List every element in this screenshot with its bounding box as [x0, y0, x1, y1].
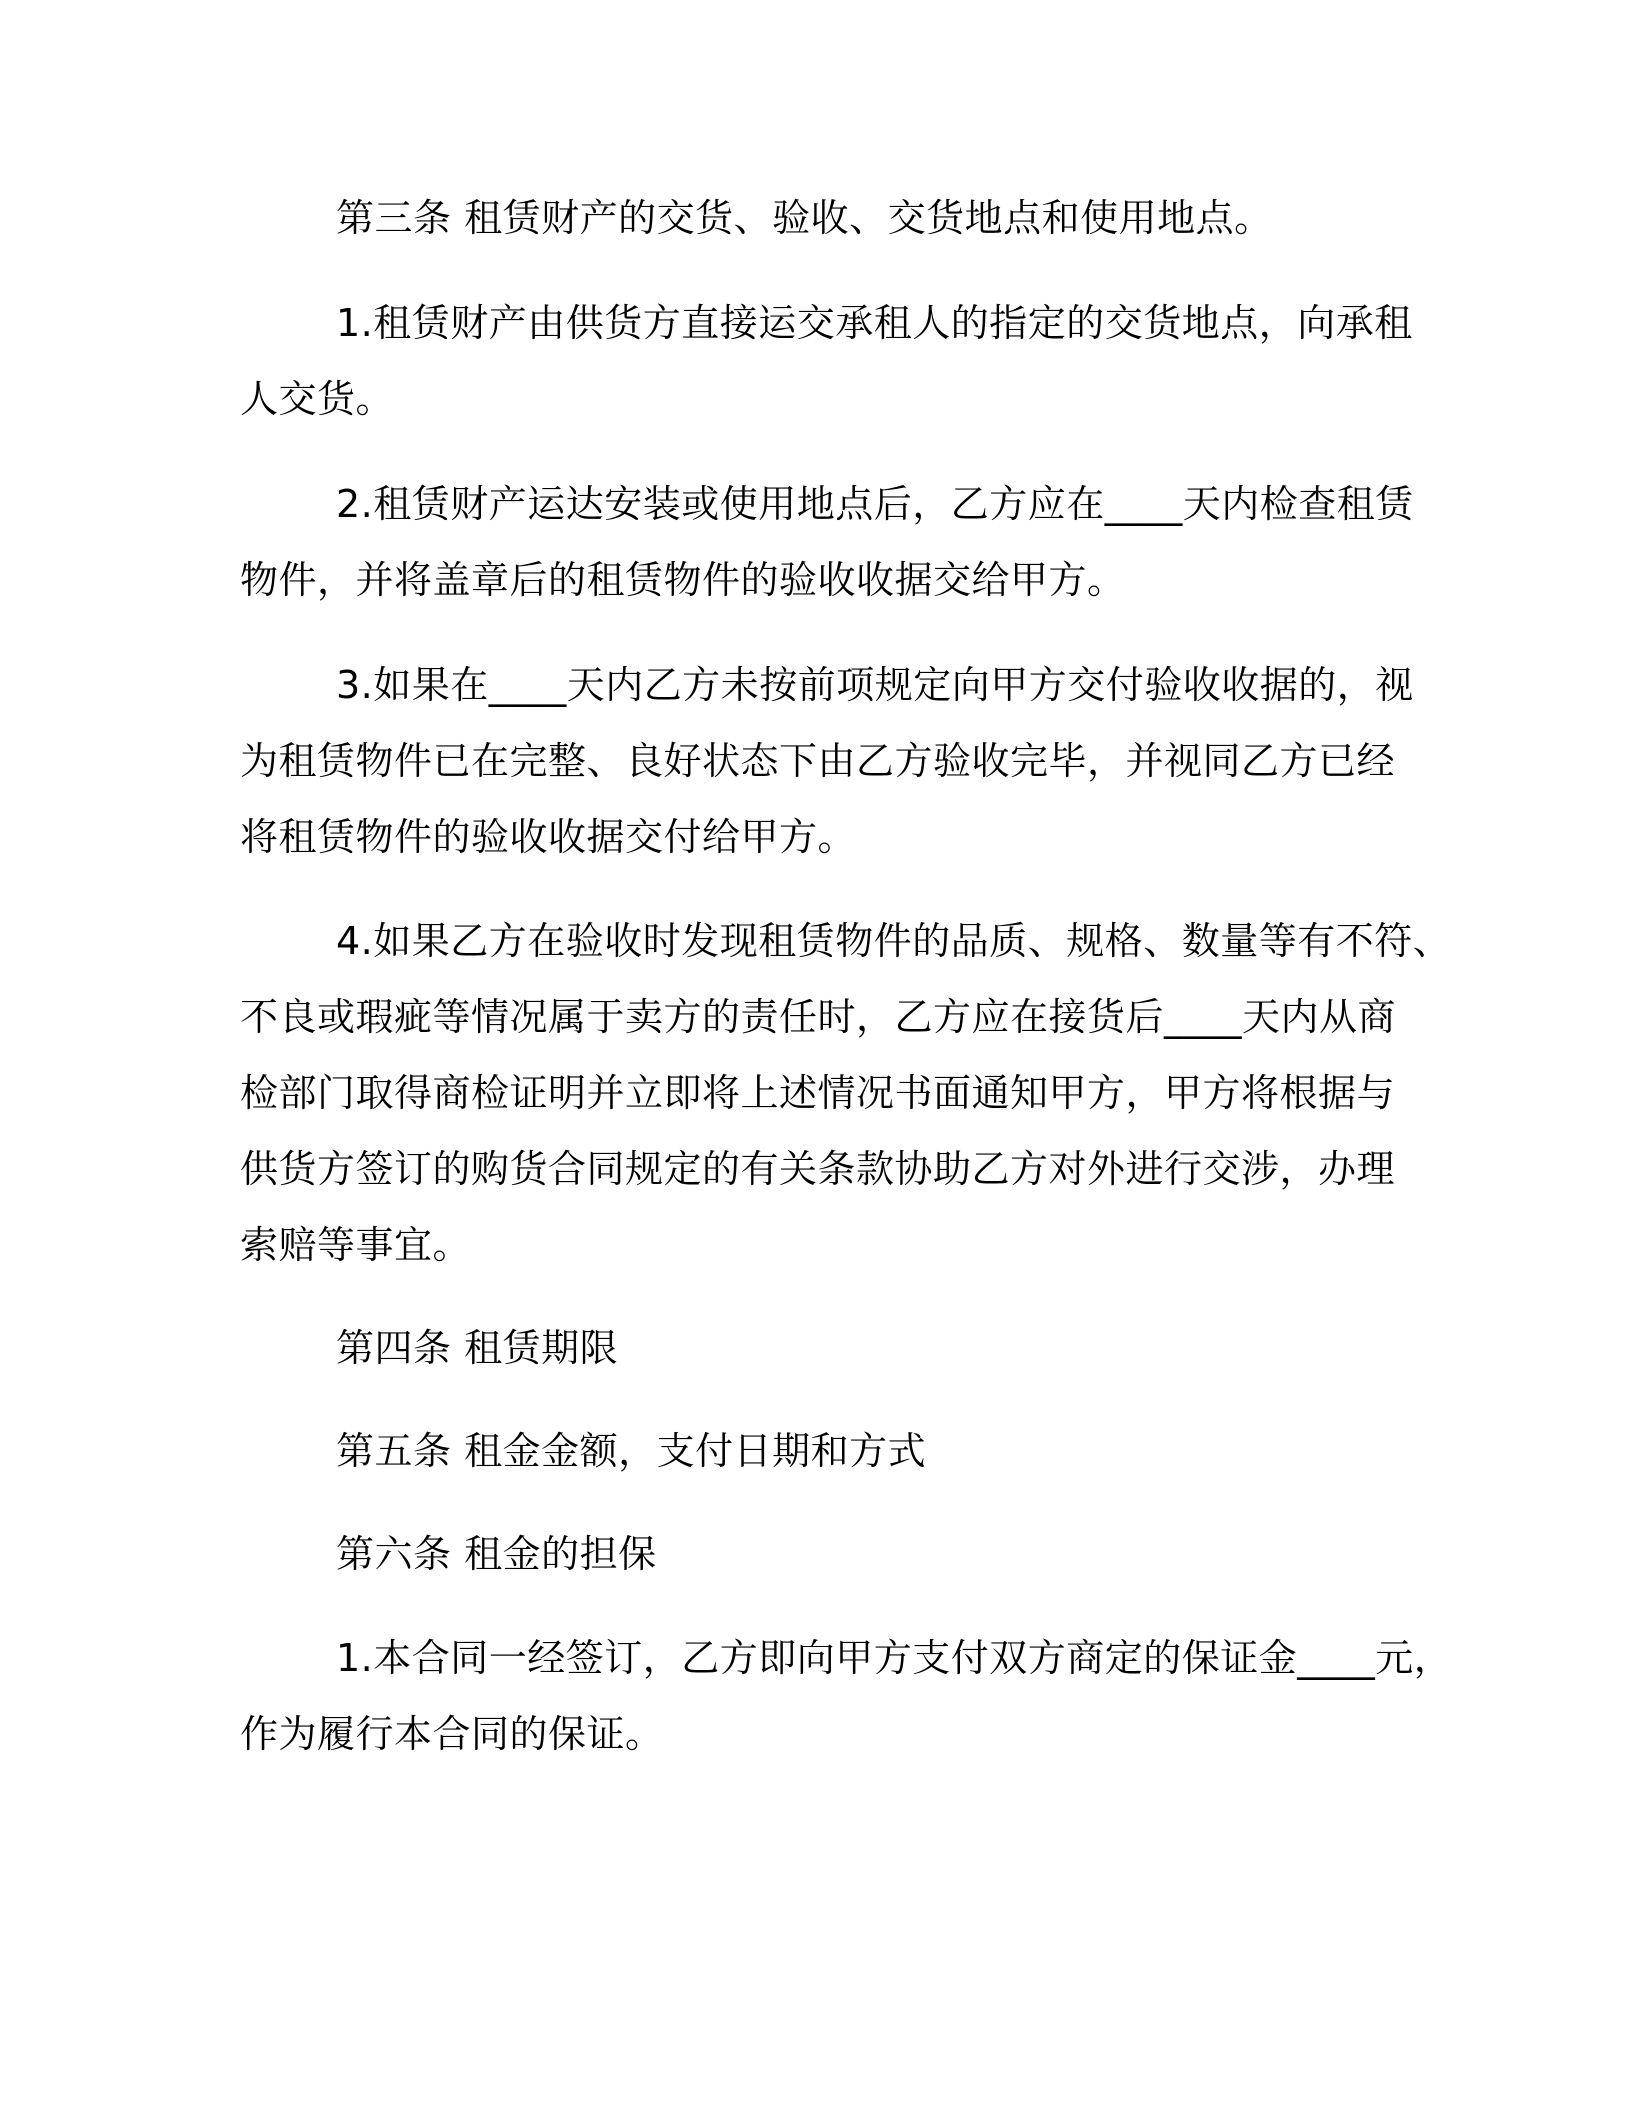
article6-item1 [240, 1620, 1452, 1772]
article3-item3-line2: 为租赁物件已在完整、良好状态下由乙方验收完毕，并视同乙方已经 [240, 739, 1396, 783]
article6-heading [240, 1516, 657, 1592]
article3-item4-line3: 检部门取得商检证明并立即将上述情况书面通知甲方，甲方将根据与 [240, 1071, 1396, 1115]
article5-heading [240, 1413, 926, 1489]
article3-item1-line1: 1.租赁财产由供货方直接运交承租人的指定的交货地点，向承租 [336, 301, 1413, 345]
article3-item4-line1: 4.如果乙方在验收时发现租赁物件的品质、规格、数量等有不符、 [336, 919, 1452, 963]
article3-heading [240, 180, 1273, 256]
article3-item4 [240, 903, 1451, 1283]
article3-item4-line5: 索赔等事宜。 [240, 1223, 472, 1267]
article3-item2-line2: 物件，并将盖章后的租赁物件的验收收据交给甲方。 [240, 558, 1126, 602]
article4-heading [240, 1310, 618, 1386]
article3-item3-line1: 3.如果在____天内乙方未按前项规定向甲方交付验收收据的，视 [336, 663, 1414, 707]
article3-item3 [240, 647, 1414, 875]
article3-item1-line2: 人交货。 [240, 377, 395, 421]
article3-item4-line4: 供货方签订的购货合同规定的有关条款协助乙方对外进行交涉，办理 [240, 1147, 1396, 1191]
article3-item4-line2: 不良或瑕疵等情况属于卖方的责任时，乙方应在接货后____天内从商 [240, 995, 1397, 1039]
article3-item2-line1: 2.租赁财产运达安装或使用地点后，乙方应在____天内检查租赁 [336, 482, 1414, 526]
article3-item2 [240, 466, 1414, 618]
article4-heading-text: 第四条 租赁期限 [336, 1326, 619, 1370]
article6-item1-line2: 作为履行本合同的保证。 [240, 1712, 664, 1756]
article6-item1-line1: 1.本合同一经签订，乙方即向甲方支付双方商定的保证金____元， [336, 1636, 1453, 1680]
article3-heading-text: 第三条 租赁财产的交货、验收、交货地点和使用地点。 [336, 196, 1273, 240]
article3-item3-line3: 将租赁物件的验收收据交付给甲方。 [240, 815, 857, 859]
article3-item1 [240, 285, 1413, 437]
article5-heading-text: 第五条 租金金额，支付日期和方式 [336, 1429, 927, 1473]
article6-heading-text: 第六条 租金的担保 [336, 1532, 657, 1576]
